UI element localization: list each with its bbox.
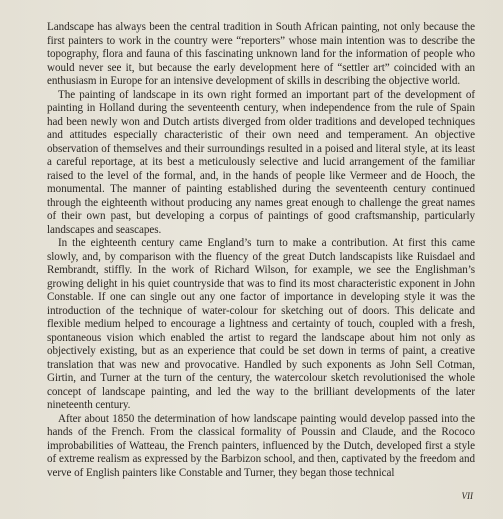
paragraph-3: In the eighteenth century came England’s turn to make a contribution. At first this came slowly, and, by comparison with the fluency of the great Dutch landscapists like Ruisdael and Rembrandt, stiffly. In the work of Richard Wilson, for example, we see the Englishman’s growing delight in his quiet countryside that was to find its most characteristic exponent in John Constable. If one can single out any one factor of importance in developing style it was the introduction of the technique of water-colour for sketching out of doors. This delicate and flexible medium helped to encourage a lightness and certainty of touch, coupled with a fresh, spontaneous vision which enabled the artist to regard the landscape about him not only as objectively existing, but as an experience that could be set down in terms of paint, a creative translation that was new and provocative. Handled by such exponents as John Sell Cotman, Girtin, and Turner at the turn of the century, the watercolour sketch revolutionised the whole concept of landscape painting, and led the way to the brilliant developments of the later nineteenth century.	[47, 237, 475, 411]
paragraph-4: After about 1850 the determination of how landscape painting would develop passed into the hands of the French. From the classical formality of Poussin and Claude, and the Rococo improbabilities of Watteau, the French painters, influenced by the Dutch, developed first a style of extreme realism as expressed by the Barbizon school, and then, captivated by the freedom and verve of English painters like Constable and Turner, they began those technical	[47, 412, 475, 479]
paragraph-1: Landscape has always been the central tradition in South African painting, not only because the first painters to work in the country were “reporters” whose main intention was to describe the topography, flora and fauna of this fascinating unknown land for the information of people who would never see it, but because the early development here of “settler art” coincided with an enthusiasm in Europe for an intensive development of skills in describing the objective world.	[47, 21, 475, 87]
paragraph-2: The painting of landscape in its own right formed an important part of the development of painting in Holland during the seventeenth century, when independence from the rule of Spain had been newly won and Dutch artists diverged from older traditions and developed techniques and attitudes especially characteristic of their own need and temperament. An objective observation of themselves and their surroundings resulted in a poised and literal style, at its least a careful reportage, at its best a meticulously selective and lucid arrangement of the familiar raised to the level of the formal, and, in the hands of people like Vermeer and de Hooch, the monumental. The manner of painting established during the seventeenth century continued through the eighteenth without producing any names great enough to challenge the great names of their own past, but developing a corpus of paintings of good craftsmanship, particularly landscapes and seascapes.	[47, 88, 475, 236]
page-number: VII	[461, 491, 473, 501]
body-text	[47, 21, 475, 480]
